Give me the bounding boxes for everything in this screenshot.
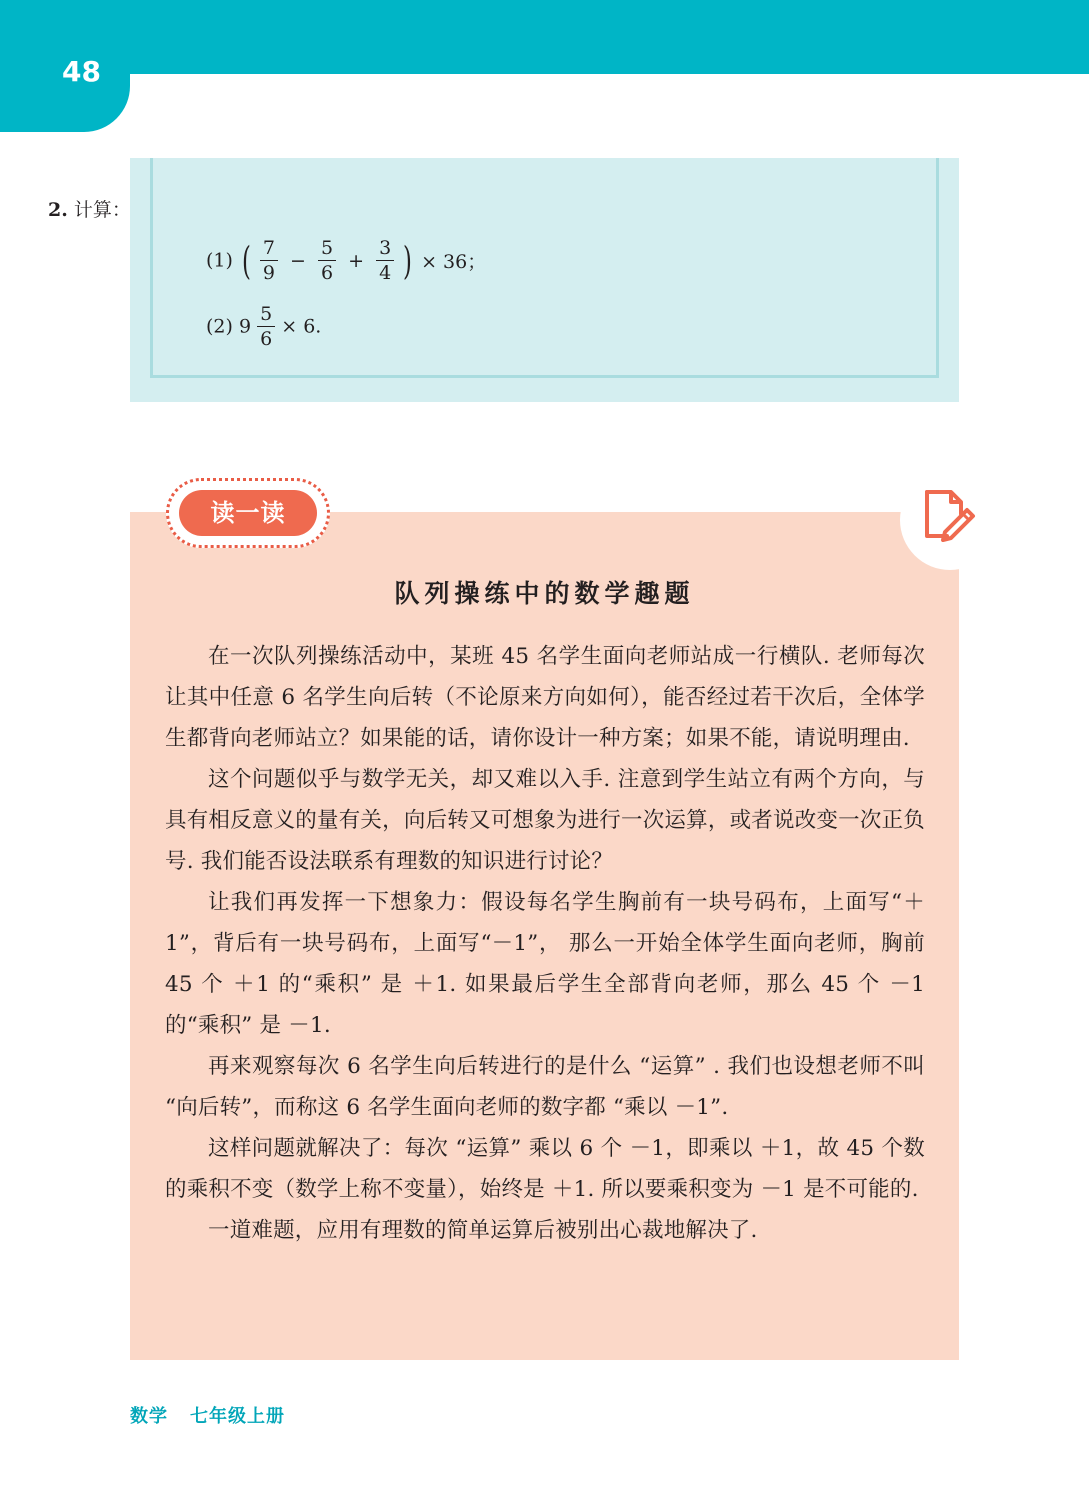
item-2-whole: 9: [238, 315, 252, 338]
left-paren: (: [241, 238, 251, 283]
footer-grade: 七年级上册: [190, 1406, 285, 1427]
fraction-5-6: $\frac{5}{6}$: [318, 236, 336, 285]
plus-sign: +: [348, 249, 365, 272]
item-1-tail: × 36；: [421, 251, 487, 273]
paragraph: 再来观察每次 6 名学生向后转进行的是什么 “运算” . 我们也设想老师不叫 “向后转”，而称这 6 名学生面向老师的数字都 “乘以 －1”.: [165, 1054, 925, 1120]
exercise-number: 2.: [48, 199, 68, 221]
paragraph: 这样问题就解决了：每次 “运算” 乘以 6 个 －1，即乘以 ＋1，故 45 个数的乘积不变（数学上称不变量），始终是 ＋1. 所以要乘积变为 －1 是不可能的.: [165, 1136, 925, 1202]
exercise-heading: [48, 196, 131, 224]
reading-badge-label: 读一读: [179, 490, 317, 536]
exercise-item-1: [206, 236, 486, 285]
exercise-title: 计算：: [73, 199, 131, 221]
item-2-label: (2): [206, 315, 233, 338]
exercise-item-2: [206, 302, 321, 351]
fraction-3-4: $\frac{3}{4}$: [376, 236, 394, 285]
paragraph: 一道难题，应用有理数的简单运算后被别出心裁地解决了.: [208, 1218, 758, 1243]
reading-body: [165, 636, 925, 1251]
notes-pencil-icon: [917, 484, 979, 546]
minus-sign: −: [289, 249, 306, 272]
fraction-7-9: $\frac{7}{9}$: [260, 236, 278, 285]
reading-badge: [166, 478, 330, 548]
page-number: 48: [62, 55, 101, 88]
footer-subject: 数学: [130, 1406, 168, 1427]
item-1-label: (1): [206, 249, 233, 272]
reading-title: 队列操练中的数学趣题: [394, 579, 695, 608]
paragraph: 在一次队列操练活动中，某班 45 名学生面向老师站成一行横队. 老师每次让其中任意 6 名学生向后转（不论原来方向如何），能否经过若干次后，全体学生都背向老师站立？如果能的话，请你设计一种方案；如果不能，请说明理由.: [165, 644, 925, 751]
paragraph: 这个问题似乎与数学无关，却又难以入手. 注意到学生站立有两个方向，与具有相反意义的量有关，向后转又可想象为进行一次运算，或者说改变一次正负号. 我们能否设法联系有理数的知识进行讨论？: [165, 767, 925, 874]
paragraph: 让我们再发挥一下想象力：假设每名学生胸前有一块号码布，上面写“＋1”，背后有一块号码布，上面写“－1”， 那么一开始全体学生面向老师，胸前 45 个 ＋1 的“乘积” 是 ＋1. 如果最后学生全部背向老师，那么 45 个 －1 的“乘积” 是 －1.: [165, 890, 925, 1038]
item-2-tail: × 6.: [281, 315, 322, 338]
header-band: [0, 0, 1089, 74]
fraction-5-6-mixed: $\frac{5}{6}$: [257, 302, 275, 351]
right-paren: ): [403, 238, 413, 283]
footer: [130, 1402, 285, 1432]
